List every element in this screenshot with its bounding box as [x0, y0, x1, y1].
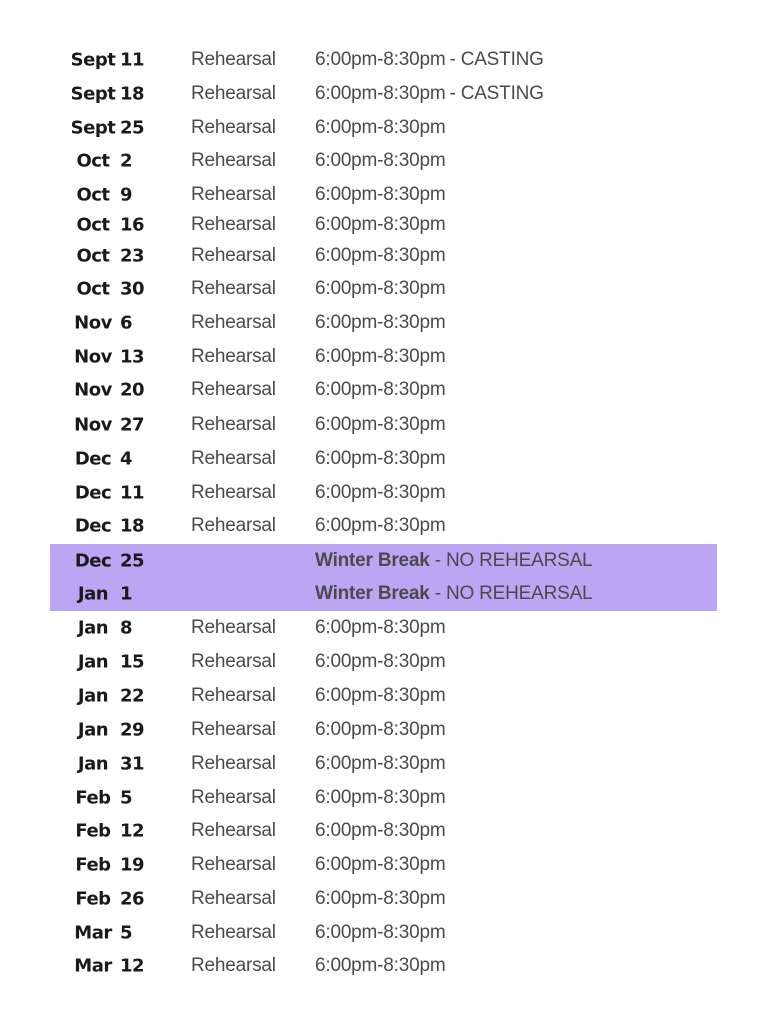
schedule-row — [50, 44, 717, 76]
schedule-row — [50, 815, 717, 847]
row-month: Dec — [74, 448, 112, 470]
row-month: Oct — [76, 245, 110, 267]
row-month: Jan — [77, 651, 109, 673]
schedule-row — [50, 646, 717, 678]
schedule-row — [50, 748, 717, 780]
row-month: Jan — [77, 583, 109, 605]
row-time-range: 6:00pm-8:30pm — [315, 448, 446, 469]
row-activity: Rehearsal — [191, 617, 276, 638]
row-month: Dec — [74, 550, 112, 572]
row-activity: Rehearsal — [191, 312, 276, 333]
row-day: 19 — [120, 854, 145, 876]
row-time-range: 6:00pm-8:30pm — [315, 379, 446, 400]
row-activity: Rehearsal — [191, 922, 276, 943]
row-month: Nov — [74, 379, 112, 401]
row-month: Oct — [76, 184, 110, 206]
row-time — [315, 117, 445, 139]
row-time — [315, 346, 445, 368]
row-time — [315, 787, 445, 809]
row-time — [315, 414, 445, 436]
row-activity: Rehearsal — [191, 346, 276, 367]
row-day: 5 — [120, 922, 133, 944]
row-day: 11 — [120, 482, 145, 504]
schedule-row — [50, 240, 717, 272]
row-activity: Rehearsal — [191, 515, 276, 536]
schedule-row-break — [50, 577, 717, 611]
row-month: Nov — [74, 346, 112, 368]
schedule-row — [50, 477, 717, 509]
row-time-range: 6:00pm-8:30pm — [315, 515, 446, 536]
row-activity: Rehearsal — [191, 49, 276, 70]
row-activity: Rehearsal — [191, 379, 276, 400]
row-activity: Rehearsal — [191, 414, 276, 435]
row-time-range: 6:00pm-8:30pm — [315, 482, 446, 503]
break-status: - NO REHEARSAL — [434, 550, 593, 571]
row-month: Dec — [74, 515, 112, 537]
row-activity: Rehearsal — [191, 854, 276, 875]
row-activity: Rehearsal — [191, 482, 276, 503]
row-day: 11 — [120, 49, 145, 71]
row-time-range: 6:00pm-8:30pm — [315, 150, 446, 171]
row-activity: Rehearsal — [191, 83, 276, 104]
row-month: Jan — [77, 753, 109, 775]
row-break-notice — [315, 550, 592, 572]
row-time-range: 6:00pm-8:30pm — [315, 753, 446, 774]
row-activity: Rehearsal — [191, 753, 276, 774]
row-activity: Rehearsal — [191, 245, 276, 266]
row-time — [315, 312, 445, 334]
row-activity: Rehearsal — [191, 184, 276, 205]
schedule-row-break — [50, 544, 717, 578]
row-day: 27 — [120, 414, 145, 436]
row-time-range: 6:00pm-8:30pm — [315, 214, 446, 235]
schedule-row — [50, 612, 717, 644]
row-time-range: 6:00pm-8:30pm — [315, 820, 446, 841]
row-time-range: 6:00pm-8:30pm — [315, 854, 446, 875]
schedule-row — [50, 950, 717, 982]
schedule-row — [50, 510, 717, 542]
row-activity: Rehearsal — [191, 719, 276, 740]
row-day: 18 — [120, 83, 145, 105]
row-time — [315, 83, 544, 105]
row-time — [315, 49, 544, 71]
schedule-row — [50, 883, 717, 915]
row-time — [315, 922, 445, 944]
row-month: Oct — [76, 214, 110, 236]
row-time — [315, 854, 445, 876]
row-time — [315, 482, 445, 504]
row-month: Feb — [75, 787, 111, 809]
row-day: 23 — [120, 245, 145, 267]
schedule-row — [50, 341, 717, 373]
row-time-range: 6:00pm-8:30pm — [315, 719, 446, 740]
row-activity: Rehearsal — [191, 278, 276, 299]
row-day: 13 — [120, 346, 145, 368]
row-time — [315, 245, 445, 267]
row-time-range: 6:00pm-8:30pm — [315, 346, 446, 367]
row-month: Nov — [74, 312, 112, 334]
schedule-row — [50, 409, 717, 441]
row-time — [315, 448, 445, 470]
row-break-notice — [315, 583, 592, 605]
row-activity: Rehearsal — [191, 955, 276, 976]
row-day: 6 — [120, 312, 133, 334]
row-month: Feb — [75, 854, 111, 876]
row-time-range: 6:00pm-8:30pm — [315, 955, 446, 976]
row-day: 12 — [120, 955, 145, 977]
row-activity: Rehearsal — [191, 150, 276, 171]
row-time-range: 6:00pm-8:30pm — [315, 278, 446, 299]
row-day: 25 — [120, 117, 145, 139]
row-day: 8 — [120, 617, 133, 639]
row-day: 22 — [120, 685, 145, 707]
row-time — [315, 184, 445, 206]
row-month: Feb — [75, 820, 111, 842]
row-time-range: 6:00pm-8:30pm — [315, 888, 446, 909]
break-title: Winter Break — [315, 550, 430, 571]
row-month: Jan — [77, 719, 109, 741]
row-day: 1 — [120, 583, 133, 605]
row-time — [315, 719, 445, 741]
row-time-range: 6:00pm-8:30pm — [315, 117, 446, 138]
row-time-range: 6:00pm-8:30pm — [315, 787, 446, 808]
row-month: Sept — [70, 83, 116, 105]
schedule-row — [50, 209, 717, 241]
row-month: Sept — [70, 49, 116, 71]
row-day: 31 — [120, 753, 145, 775]
row-day: 30 — [120, 278, 145, 300]
schedule-row — [50, 680, 717, 712]
row-activity: Rehearsal — [191, 117, 276, 138]
row-time-range: 6:00pm-8:30pm — [315, 312, 446, 333]
break-title: Winter Break — [315, 583, 430, 604]
row-time — [315, 651, 445, 673]
row-month: Feb — [75, 888, 111, 910]
break-status: - NO REHEARSAL — [434, 583, 593, 604]
schedule-row — [50, 78, 717, 110]
row-month: Mar — [74, 922, 112, 944]
row-day: 26 — [120, 888, 145, 910]
schedule-row — [50, 782, 717, 814]
row-activity: Rehearsal — [191, 214, 276, 235]
row-time-range: 6:00pm-8:30pm — [315, 245, 446, 266]
row-day: 15 — [120, 651, 145, 673]
row-activity: Rehearsal — [191, 651, 276, 672]
row-activity: Rehearsal — [191, 888, 276, 909]
row-month: Jan — [77, 617, 109, 639]
row-time-range: 6:00pm-8:30pm — [315, 617, 446, 638]
row-time — [315, 617, 445, 639]
row-time-range: 6:00pm-8:30pm — [315, 651, 446, 672]
row-time-range: 6:00pm-8:30pm — [315, 49, 446, 70]
row-time-range: 6:00pm-8:30pm — [315, 685, 446, 706]
schedule-row — [50, 273, 717, 305]
row-month: Oct — [76, 150, 110, 172]
schedule-row — [50, 307, 717, 339]
schedule-row — [50, 145, 717, 177]
row-time — [315, 214, 445, 236]
row-time-range: 6:00pm-8:30pm — [315, 414, 446, 435]
row-activity: Rehearsal — [191, 787, 276, 808]
row-day: 4 — [120, 448, 133, 470]
schedule-row — [50, 849, 717, 881]
schedule-row — [50, 443, 717, 475]
row-activity: Rehearsal — [191, 820, 276, 841]
row-month: Jan — [77, 685, 109, 707]
row-day: 9 — [120, 184, 133, 206]
row-month: Oct — [76, 278, 110, 300]
row-month: Nov — [74, 414, 112, 436]
row-day: 2 — [120, 150, 133, 172]
row-time-range: 6:00pm-8:30pm — [315, 184, 446, 205]
schedule-row — [50, 374, 717, 406]
row-note: - CASTING — [449, 83, 544, 104]
row-day: 25 — [120, 550, 145, 572]
row-time — [315, 685, 445, 707]
row-time — [315, 888, 445, 910]
row-time — [315, 278, 445, 300]
row-time — [315, 515, 445, 537]
row-day: 16 — [120, 214, 145, 236]
schedule-row — [50, 714, 717, 746]
row-time — [315, 379, 445, 401]
row-month: Mar — [74, 955, 112, 977]
schedule-row — [50, 112, 717, 144]
row-day: 18 — [120, 515, 145, 537]
row-activity: Rehearsal — [191, 685, 276, 706]
row-day: 20 — [120, 379, 145, 401]
schedule-row — [50, 179, 717, 211]
row-time — [315, 820, 445, 842]
row-time — [315, 955, 445, 977]
row-day: 29 — [120, 719, 145, 741]
row-month: Dec — [74, 482, 112, 504]
row-time — [315, 150, 445, 172]
row-month: Sept — [70, 117, 116, 139]
row-time-range: 6:00pm-8:30pm — [315, 922, 446, 943]
row-time — [315, 753, 445, 775]
row-day: 5 — [120, 787, 133, 809]
row-time-range: 6:00pm-8:30pm — [315, 83, 446, 104]
row-note: - CASTING — [449, 49, 544, 70]
row-activity: Rehearsal — [191, 448, 276, 469]
schedule-row — [50, 917, 717, 949]
row-day: 12 — [120, 820, 145, 842]
